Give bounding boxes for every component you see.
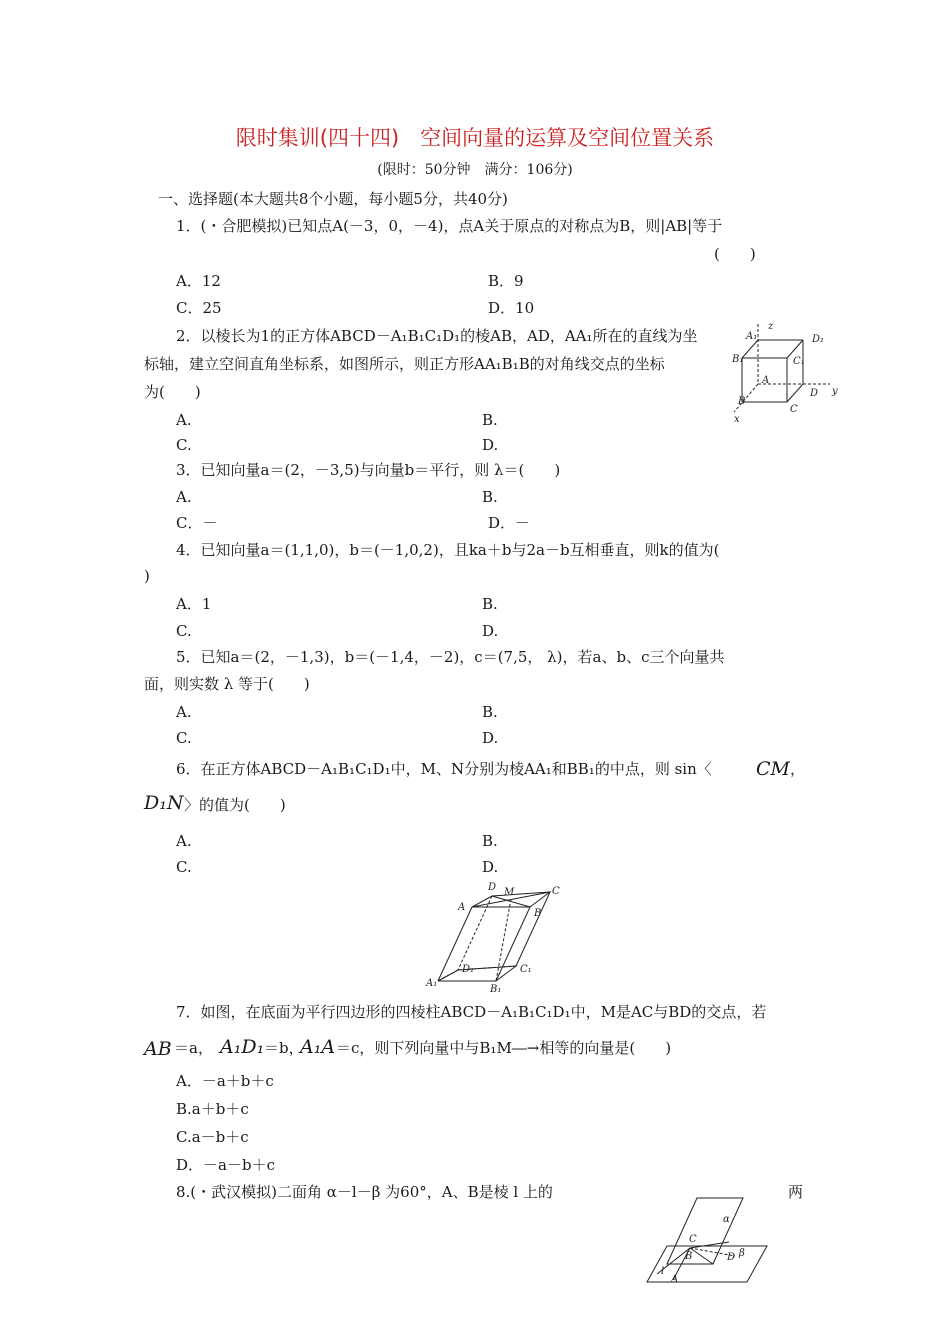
- q4-option-b: B.: [482, 595, 498, 613]
- q7-eq-a: ＝a，: [174, 1039, 213, 1057]
- q5-stem-line1: 5．已知a＝(2，－1,3)，b＝(－1,4，－2)，c＝(7,5， λ)，若a、b、c三个向量共: [176, 648, 725, 666]
- section-heading: 一、选择题(本大题共8个小题，每小题5分，共40分): [158, 190, 508, 208]
- q4-option-a: A．1: [176, 595, 212, 613]
- q7-stem-line1: 7．如图，在底面为平行四边形的四棱柱ABCD－A₁B₁C₁D₁中，M是AC与BD的交点，若: [176, 1003, 767, 1021]
- q3-option-d: D．－: [488, 514, 531, 532]
- q7-option-a: A．－a＋b＋c: [176, 1072, 274, 1090]
- cube-label-c: C: [790, 404, 798, 415]
- q5-option-d: D.: [482, 729, 499, 747]
- q1-option-d: D．10: [488, 299, 535, 317]
- cube-label-d1: D₁: [812, 334, 825, 345]
- q5-option-c: C.: [176, 729, 192, 747]
- cube-label-c1: C₁: [793, 356, 805, 367]
- q7-prism-figure: [424, 880, 569, 995]
- q3-option-c: C．－: [176, 514, 218, 532]
- q7-option-b: B.a＋b＋c: [176, 1100, 249, 1118]
- cube-label-y: y: [832, 386, 838, 397]
- q2-stem-line1: 2．以棱长为1的正方体ABCD－A₁B₁C₁D₁的棱AB，AD，AA₁所在的直线为坐: [176, 327, 698, 345]
- q4-stem-line1: 4．已知向量a＝(1,1,0)，b＝(－1,0,2)，且ka＋b与2a－b互相垂直，则k的值为(: [176, 541, 720, 559]
- q6-comma: ，: [790, 760, 806, 778]
- q7-option-c: C.a－b＋c: [176, 1128, 249, 1146]
- q2-stem-line3: 为( ): [144, 383, 201, 401]
- dihedral-label-l: l: [661, 1266, 665, 1277]
- q2-cube-figure: [730, 318, 845, 423]
- q6-option-a: A.: [176, 832, 192, 850]
- cube-label-b1: B₁: [732, 354, 744, 365]
- q7-eq-b: ＝b，: [264, 1039, 304, 1057]
- q4-stem-line2: ): [144, 567, 150, 585]
- cube-label-a1: A₁: [746, 331, 758, 342]
- cube-label-z: z: [768, 321, 774, 332]
- dihedral-label-a: A: [671, 1274, 679, 1285]
- q4-option-d: D.: [482, 622, 499, 640]
- q6-stem-line1: 6．在正方体ABCD－A₁B₁C₁D₁中，M、N分别为棱AA₁和BB₁的中点，则 sin〈: [176, 760, 712, 778]
- prism-label-d1: D₁: [462, 964, 475, 975]
- q1-option-c: C．25: [176, 299, 222, 317]
- q2-option-b: B.: [482, 411, 498, 429]
- q8-stem-tail: 两: [788, 1183, 804, 1201]
- prism-label-a1: A₁: [426, 978, 438, 989]
- q2-option-a: A.: [176, 411, 192, 429]
- q7-eq-c: ＝c，则下列向量中与B₁M―→相等的向量是( ): [336, 1039, 672, 1057]
- page-subtitle: (限时：50分钟 满分：106分): [377, 162, 573, 178]
- cube-label-b: B: [738, 396, 746, 407]
- cube-label-d: D: [810, 388, 819, 399]
- q6-option-c: C.: [176, 858, 192, 876]
- q6-vector-d1n: D₁N: [144, 792, 184, 814]
- page-title: 限时集训(四十四) 空间向量的运算及空间位置关系: [235, 126, 715, 150]
- prism-label-a: A: [458, 902, 466, 913]
- prism-label-m: M: [504, 887, 515, 898]
- cube-label-x: x: [734, 414, 740, 425]
- q5-option-b: B.: [482, 703, 498, 721]
- cube-label-a: A: [762, 375, 770, 386]
- q1-option-b: B．9: [488, 272, 524, 290]
- q1-stem: 1．(・合肥模拟)已知点A(－3，0，－4)，点A关于原点的对称点为B，则|AB|等于: [176, 217, 723, 235]
- q7-vector-ab: AB: [144, 1038, 172, 1060]
- dihedral-label-beta: β: [739, 1248, 745, 1259]
- prism-label-d: D: [488, 882, 497, 893]
- q6-option-d: D.: [482, 858, 499, 876]
- q2-option-d: D.: [482, 436, 499, 454]
- prism-label-c1: C₁: [520, 964, 532, 975]
- dihedral-label-c: C: [689, 1234, 697, 1245]
- dihedral-label-b: B: [685, 1251, 693, 1262]
- q5-option-a: A.: [176, 703, 192, 721]
- dihedral-label-alpha: α: [723, 1214, 730, 1225]
- q7-vector-a1a: A₁A: [300, 1036, 336, 1058]
- q7-vector-a1d1: A₁D₁: [220, 1036, 265, 1058]
- q7-option-d: D．－a－b＋c: [176, 1156, 275, 1174]
- q6-vector-cm: CM: [756, 758, 790, 780]
- q6-stem-line2: 〉的值为( ): [184, 796, 286, 814]
- prism-label-b1: B₁: [490, 984, 502, 995]
- q2-option-c: C.: [176, 436, 192, 454]
- q4-option-c: C.: [176, 622, 192, 640]
- q2-stem-line2: 标轴，建立空间直角坐标系，如图所示，则正方形AA₁B₁B的对角线交点的坐标: [144, 355, 665, 373]
- q1-answer-paren: ( ): [714, 245, 756, 263]
- q3-option-b: B.: [482, 488, 498, 506]
- q3-option-a: A.: [176, 488, 192, 506]
- q8-dihedral-figure: [645, 1196, 770, 1286]
- q3-stem: 3．已知向量a＝(2，－3,5)与向量b＝平行，则 λ＝( ): [176, 461, 561, 479]
- prism-label-c: C: [552, 886, 560, 897]
- q6-option-b: B.: [482, 832, 498, 850]
- q1-option-a: A．12: [176, 272, 221, 290]
- dihedral-label-d: D: [727, 1252, 736, 1263]
- prism-label-b: B: [534, 908, 542, 919]
- q5-stem-line2: 面，则实数 λ 等于( ): [144, 675, 310, 693]
- q8-stem: 8.(・武汉模拟)二面角 α－l－β 为60°，A、B是棱 l 上的: [176, 1183, 553, 1201]
